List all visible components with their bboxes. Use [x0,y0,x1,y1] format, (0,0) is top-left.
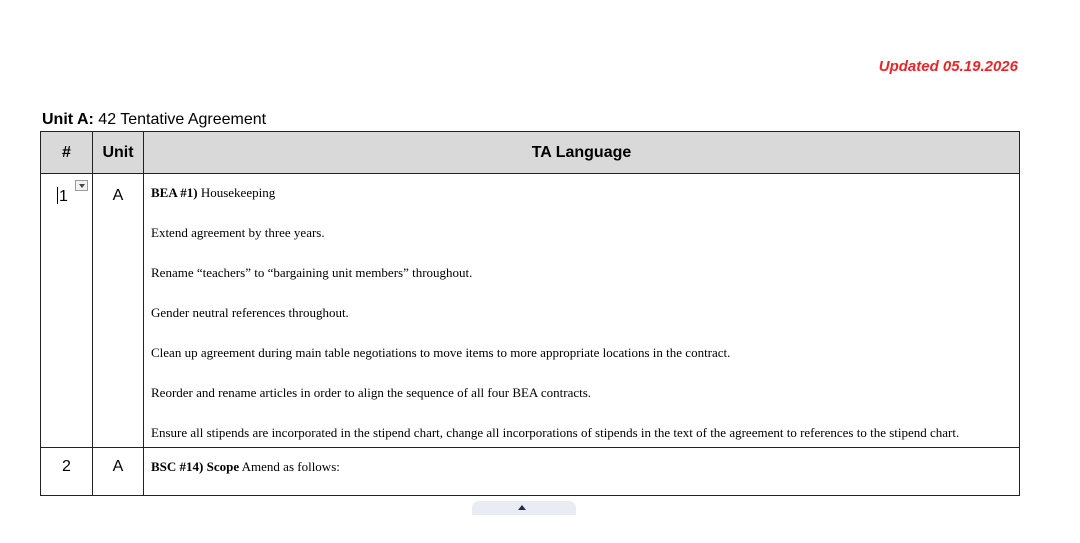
text-cursor [57,187,58,204]
ta-language-cell [144,174,1020,448]
table-header-row [41,132,1020,174]
row-unit: A [93,174,144,448]
col-header-unit: Unit [93,132,144,174]
ta-language-cell [144,448,1020,496]
item-heading [151,459,1012,475]
dropdown-arrow-icon[interactable] [75,180,88,191]
page-title [42,111,266,129]
ta-table [40,131,1020,496]
col-header-number: # [41,132,93,174]
ta-paragraph: Extend agreement by three years. [151,225,325,240]
ta-paragraph: Clean up agreement during main table negotiations to move items to more appropriate locations in the contract. [151,345,731,360]
row-number: 1 [59,188,68,205]
row-number-cell[interactable] [41,174,93,448]
row-unit: A [93,448,144,496]
item-title: Amend as follows: [239,459,340,474]
col-header-ta-language: TA Language [144,132,1020,174]
row-number: 2 [41,448,93,496]
unit-title-text: 42 Tentative Agreement [93,111,267,128]
updated-date: Updated 05.19.2026 [878,58,1018,75]
ta-paragraph: Gender neutral references throughout. [151,305,349,320]
item-heading [151,185,1012,201]
ta-paragraph: Rename “teachers” to “bargaining unit members” throughout. [151,265,473,280]
item-id: BSC #14) Scope [151,459,240,474]
scroll-up-icon[interactable] [472,501,576,515]
item-id: BEA #1) [151,185,198,200]
ta-paragraph: Ensure all stipends are incorporated in the stipend chart, change all incorporations of stipends in the text of the agreement to references to the stipend chart. [151,425,960,440]
page-bottom-edge [0,511,1080,543]
item-title: Housekeeping [197,185,276,200]
table-row [41,448,1020,496]
ta-paragraph: Reorder and rename articles in order to align the sequence of all four BEA contracts. [151,385,592,400]
unit-label: Unit A: [42,111,94,128]
table-row [41,174,1020,448]
